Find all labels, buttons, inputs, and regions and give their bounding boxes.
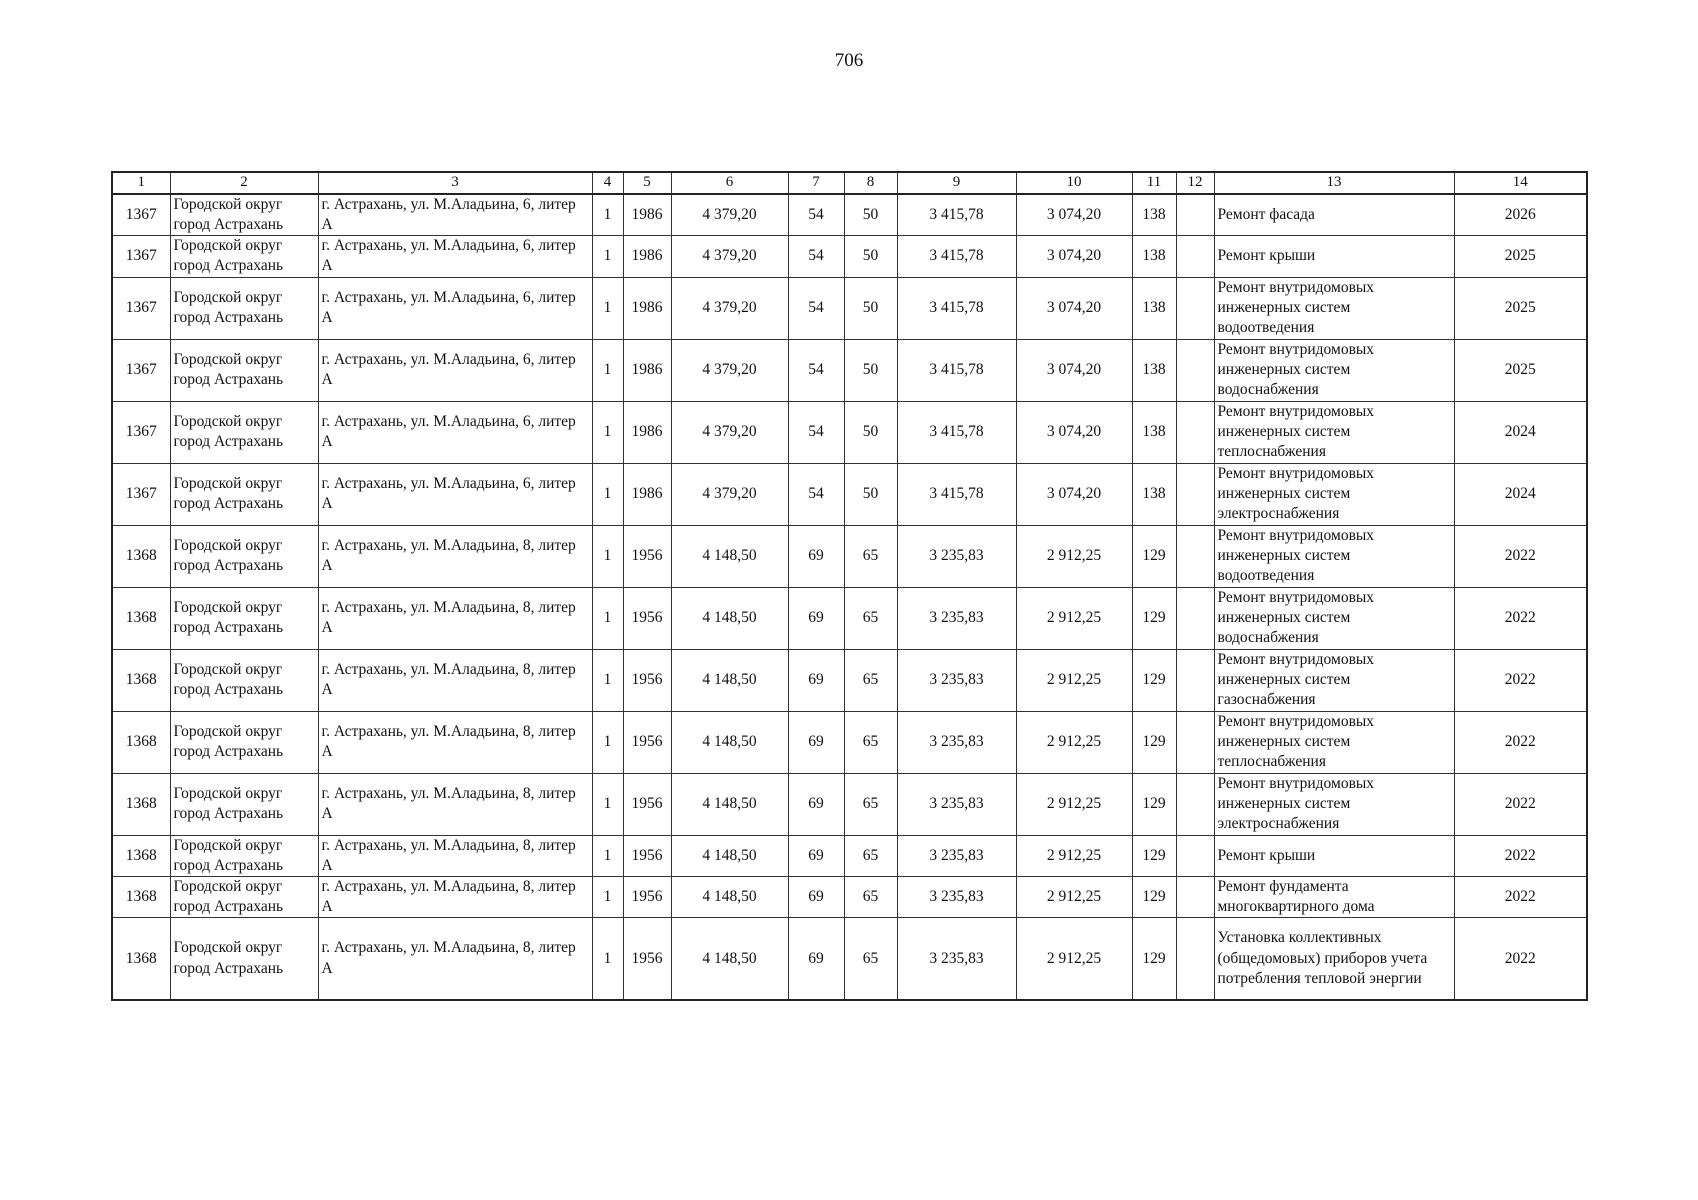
cell-col-6: 4 148,50 <box>671 525 788 587</box>
column-header: 6 <box>671 172 788 194</box>
cell-col-9: 3 235,83 <box>897 649 1016 711</box>
cell-col-10: 3 074,20 <box>1016 401 1132 463</box>
column-header: 7 <box>788 172 844 194</box>
cell-planned-year: 2022 <box>1454 835 1587 876</box>
cell-col-11: 138 <box>1132 463 1176 525</box>
cell-col-10: 2 912,25 <box>1016 711 1132 773</box>
cell-col-6: 4 148,50 <box>671 918 788 1001</box>
cell-col-10: 2 912,25 <box>1016 773 1132 835</box>
cell-record-number: 1368 <box>112 711 170 773</box>
cell-col-10: 3 074,20 <box>1016 277 1132 339</box>
cell-planned-year: 2025 <box>1454 236 1587 277</box>
cell-col-6: 4 379,20 <box>671 194 788 236</box>
cell-col-4: 1 <box>592 339 623 401</box>
cell-work-type: Ремонт крыши <box>1214 236 1454 277</box>
cell-work-type: Ремонт внутридомовых инженерных систем водоснабжения <box>1214 587 1454 649</box>
column-header: 13 <box>1214 172 1454 194</box>
cell-col-7: 54 <box>788 339 844 401</box>
cell-col-10: 3 074,20 <box>1016 339 1132 401</box>
cell-planned-year: 2022 <box>1454 918 1587 1001</box>
cell-col-6: 4 148,50 <box>671 773 788 835</box>
cell-col-9: 3 235,83 <box>897 918 1016 1001</box>
cell-col-4: 1 <box>592 277 623 339</box>
cell-col-7: 54 <box>788 194 844 236</box>
cell-municipality: Городской округ город Астрахань <box>170 401 318 463</box>
cell-col-12 <box>1176 194 1214 236</box>
cell-col-11: 129 <box>1132 773 1176 835</box>
cell-col-10: 3 074,20 <box>1016 463 1132 525</box>
cell-col-12 <box>1176 401 1214 463</box>
table-body <box>112 194 1587 1000</box>
cell-record-number: 1368 <box>112 835 170 876</box>
cell-col-11: 129 <box>1132 876 1176 917</box>
cell-address: г. Астрахань, ул. М.Аладьина, 6, литер А <box>318 236 592 277</box>
cell-col-11: 129 <box>1132 649 1176 711</box>
cell-col-8: 65 <box>844 835 897 876</box>
cell-record-number: 1367 <box>112 277 170 339</box>
cell-col-11: 129 <box>1132 587 1176 649</box>
column-header: 1 <box>112 172 170 194</box>
table-row <box>112 835 1587 876</box>
cell-address: г. Астрахань, ул. М.Аладьина, 6, литер А <box>318 339 592 401</box>
cell-col-10: 2 912,25 <box>1016 649 1132 711</box>
cell-municipality: Городской округ город Астрахань <box>170 649 318 711</box>
cell-col-9: 3 235,83 <box>897 773 1016 835</box>
cell-work-type: Ремонт внутридомовых инженерных систем водоотведения <box>1214 525 1454 587</box>
cell-col-8: 65 <box>844 649 897 711</box>
cell-col-9: 3 415,78 <box>897 277 1016 339</box>
cell-col-7: 69 <box>788 525 844 587</box>
cell-col-8: 65 <box>844 711 897 773</box>
cell-address: г. Астрахань, ул. М.Аладьина, 8, литер А <box>318 587 592 649</box>
cell-record-number: 1368 <box>112 876 170 917</box>
cell-year: 1986 <box>623 194 671 236</box>
cell-col-10: 3 074,20 <box>1016 194 1132 236</box>
cell-col-12 <box>1176 876 1214 917</box>
cell-record-number: 1367 <box>112 401 170 463</box>
cell-col-7: 69 <box>788 835 844 876</box>
cell-work-type: Ремонт внутридомовых инженерных систем водоотведения <box>1214 277 1454 339</box>
cell-planned-year: 2022 <box>1454 773 1587 835</box>
cell-col-9: 3 415,78 <box>897 236 1016 277</box>
column-header: 14 <box>1454 172 1587 194</box>
cell-col-4: 1 <box>592 525 623 587</box>
cell-record-number: 1368 <box>112 649 170 711</box>
cell-planned-year: 2026 <box>1454 194 1587 236</box>
cell-address: г. Астрахань, ул. М.Аладьина, 8, литер А <box>318 711 592 773</box>
cell-col-12 <box>1176 525 1214 587</box>
cell-record-number: 1368 <box>112 525 170 587</box>
cell-address: г. Астрахань, ул. М.Аладьина, 8, литер А <box>318 835 592 876</box>
cell-year: 1956 <box>623 587 671 649</box>
cell-col-7: 69 <box>788 876 844 917</box>
cell-municipality: Городской округ город Астрахань <box>170 773 318 835</box>
cell-col-12 <box>1176 339 1214 401</box>
table-row <box>112 711 1587 773</box>
cell-municipality: Городской округ город Астрахань <box>170 587 318 649</box>
cell-work-type: Ремонт крыши <box>1214 835 1454 876</box>
cell-planned-year: 2025 <box>1454 339 1587 401</box>
cell-col-7: 69 <box>788 587 844 649</box>
cell-record-number: 1367 <box>112 236 170 277</box>
cell-col-4: 1 <box>592 711 623 773</box>
cell-col-9: 3 235,83 <box>897 525 1016 587</box>
cell-municipality: Городской округ город Астрахань <box>170 835 318 876</box>
cell-address: г. Астрахань, ул. М.Аладьина, 6, литер А <box>318 194 592 236</box>
cell-municipality: Городской округ город Астрахань <box>170 236 318 277</box>
cell-col-10: 2 912,25 <box>1016 587 1132 649</box>
cell-col-6: 4 148,50 <box>671 835 788 876</box>
cell-municipality: Городской округ город Астрахань <box>170 876 318 917</box>
cell-planned-year: 2022 <box>1454 525 1587 587</box>
column-header: 11 <box>1132 172 1176 194</box>
cell-col-8: 50 <box>844 401 897 463</box>
capital-repair-table <box>111 171 1588 1001</box>
cell-col-7: 69 <box>788 918 844 1001</box>
table-row <box>112 587 1587 649</box>
cell-col-9: 3 235,83 <box>897 711 1016 773</box>
cell-col-9: 3 415,78 <box>897 401 1016 463</box>
cell-col-11: 138 <box>1132 194 1176 236</box>
column-header: 12 <box>1176 172 1214 194</box>
cell-col-8: 50 <box>844 277 897 339</box>
cell-col-10: 2 912,25 <box>1016 525 1132 587</box>
column-header: 2 <box>170 172 318 194</box>
cell-year: 1986 <box>623 277 671 339</box>
cell-record-number: 1368 <box>112 918 170 1001</box>
cell-col-7: 69 <box>788 773 844 835</box>
cell-municipality: Городской округ город Астрахань <box>170 525 318 587</box>
cell-col-8: 65 <box>844 773 897 835</box>
cell-col-8: 50 <box>844 463 897 525</box>
cell-col-12 <box>1176 649 1214 711</box>
cell-municipality: Городской округ город Астрахань <box>170 194 318 236</box>
table-row <box>112 401 1587 463</box>
cell-work-type: Ремонт внутридомовых инженерных систем теплоснабжения <box>1214 401 1454 463</box>
cell-year: 1986 <box>623 463 671 525</box>
cell-col-6: 4 148,50 <box>671 711 788 773</box>
cell-year: 1956 <box>623 835 671 876</box>
table-row <box>112 876 1587 917</box>
table-row <box>112 918 1587 1001</box>
cell-col-4: 1 <box>592 401 623 463</box>
cell-work-type: Ремонт внутридомовых инженерных систем теплоснабжения <box>1214 711 1454 773</box>
cell-year: 1956 <box>623 918 671 1001</box>
cell-work-type: Ремонт внутридомовых инженерных систем водоснабжения <box>1214 339 1454 401</box>
column-header: 5 <box>623 172 671 194</box>
cell-planned-year: 2022 <box>1454 711 1587 773</box>
cell-col-4: 1 <box>592 876 623 917</box>
cell-record-number: 1368 <box>112 773 170 835</box>
cell-col-7: 69 <box>788 711 844 773</box>
column-header: 10 <box>1016 172 1132 194</box>
cell-address: г. Астрахань, ул. М.Аладьина, 8, литер А <box>318 773 592 835</box>
cell-col-6: 4 379,20 <box>671 277 788 339</box>
cell-col-8: 50 <box>844 236 897 277</box>
cell-col-9: 3 235,83 <box>897 587 1016 649</box>
cell-col-12 <box>1176 835 1214 876</box>
cell-address: г. Астрахань, ул. М.Аладьина, 8, литер А <box>318 649 592 711</box>
cell-col-9: 3 235,83 <box>897 835 1016 876</box>
cell-municipality: Городской округ город Астрахань <box>170 277 318 339</box>
column-header: 9 <box>897 172 1016 194</box>
cell-col-7: 54 <box>788 277 844 339</box>
cell-planned-year: 2022 <box>1454 587 1587 649</box>
cell-col-6: 4 148,50 <box>671 876 788 917</box>
table-row <box>112 649 1587 711</box>
column-header: 3 <box>318 172 592 194</box>
cell-municipality: Городской округ город Астрахань <box>170 918 318 1001</box>
cell-year: 1956 <box>623 649 671 711</box>
cell-col-11: 138 <box>1132 277 1176 339</box>
cell-work-type: Ремонт фундамента многоквартирного дома <box>1214 876 1454 917</box>
cell-col-12 <box>1176 773 1214 835</box>
cell-col-8: 65 <box>844 587 897 649</box>
cell-col-12 <box>1176 918 1214 1001</box>
cell-col-12 <box>1176 277 1214 339</box>
cell-col-4: 1 <box>592 236 623 277</box>
cell-col-6: 4 379,20 <box>671 236 788 277</box>
cell-address: г. Астрахань, ул. М.Аладьина, 6, литер А <box>318 277 592 339</box>
table-row <box>112 236 1587 277</box>
cell-col-9: 3 415,78 <box>897 339 1016 401</box>
cell-col-11: 138 <box>1132 236 1176 277</box>
cell-record-number: 1367 <box>112 339 170 401</box>
table-row <box>112 277 1587 339</box>
cell-year: 1986 <box>623 236 671 277</box>
cell-work-type: Ремонт внутридомовых инженерных систем электроснабжения <box>1214 463 1454 525</box>
cell-col-4: 1 <box>592 649 623 711</box>
cell-col-9: 3 235,83 <box>897 876 1016 917</box>
cell-col-10: 3 074,20 <box>1016 236 1132 277</box>
table-row <box>112 339 1587 401</box>
cell-municipality: Городской округ город Астрахань <box>170 711 318 773</box>
cell-work-type: Установка коллективных (общедомовых) приборов учета потребления тепловой энергии <box>1214 918 1454 1001</box>
cell-year: 1956 <box>623 876 671 917</box>
cell-col-9: 3 415,78 <box>897 194 1016 236</box>
column-number-row <box>112 172 1587 194</box>
cell-address: г. Астрахань, ул. М.Аладьина, 6, литер А <box>318 401 592 463</box>
cell-col-11: 129 <box>1132 525 1176 587</box>
cell-col-6: 4 148,50 <box>671 649 788 711</box>
cell-col-12 <box>1176 236 1214 277</box>
column-header: 8 <box>844 172 897 194</box>
cell-address: г. Астрахань, ул. М.Аладьина, 6, литер А <box>318 463 592 525</box>
cell-col-7: 54 <box>788 236 844 277</box>
cell-col-6: 4 379,20 <box>671 339 788 401</box>
cell-record-number: 1368 <box>112 587 170 649</box>
cell-address: г. Астрахань, ул. М.Аладьина, 8, литер А <box>318 525 592 587</box>
cell-col-6: 4 379,20 <box>671 463 788 525</box>
cell-col-10: 2 912,25 <box>1016 876 1132 917</box>
cell-col-11: 129 <box>1132 711 1176 773</box>
cell-record-number: 1367 <box>112 463 170 525</box>
cell-col-12 <box>1176 711 1214 773</box>
cell-col-9: 3 415,78 <box>897 463 1016 525</box>
cell-municipality: Городской округ город Астрахань <box>170 463 318 525</box>
cell-work-type: Ремонт внутридомовых инженерных систем газоснабжения <box>1214 649 1454 711</box>
cell-col-4: 1 <box>592 463 623 525</box>
table-row <box>112 463 1587 525</box>
cell-planned-year: 2024 <box>1454 463 1587 525</box>
cell-address: г. Астрахань, ул. М.Аладьина, 8, литер А <box>318 918 592 1001</box>
cell-record-number: 1367 <box>112 194 170 236</box>
cell-planned-year: 2022 <box>1454 649 1587 711</box>
cell-col-4: 1 <box>592 918 623 1001</box>
cell-col-4: 1 <box>592 587 623 649</box>
table-row <box>112 194 1587 236</box>
cell-work-type: Ремонт внутридомовых инженерных систем электроснабжения <box>1214 773 1454 835</box>
cell-col-4: 1 <box>592 773 623 835</box>
cell-col-7: 54 <box>788 401 844 463</box>
cell-work-type: Ремонт фасада <box>1214 194 1454 236</box>
cell-col-12 <box>1176 587 1214 649</box>
cell-planned-year: 2025 <box>1454 277 1587 339</box>
cell-year: 1956 <box>623 773 671 835</box>
cell-col-11: 129 <box>1132 918 1176 1001</box>
cell-col-8: 50 <box>844 339 897 401</box>
cell-col-10: 2 912,25 <box>1016 835 1132 876</box>
cell-col-6: 4 379,20 <box>671 401 788 463</box>
cell-col-11: 138 <box>1132 401 1176 463</box>
cell-year: 1956 <box>623 525 671 587</box>
cell-address: г. Астрахань, ул. М.Аладьина, 8, литер А <box>318 876 592 917</box>
cell-year: 1956 <box>623 711 671 773</box>
cell-year: 1986 <box>623 401 671 463</box>
cell-planned-year: 2024 <box>1454 401 1587 463</box>
cell-col-8: 65 <box>844 918 897 1001</box>
column-header: 4 <box>592 172 623 194</box>
cell-col-8: 50 <box>844 194 897 236</box>
cell-col-10: 2 912,25 <box>1016 918 1132 1001</box>
cell-col-8: 65 <box>844 876 897 917</box>
cell-col-6: 4 148,50 <box>671 587 788 649</box>
cell-col-4: 1 <box>592 835 623 876</box>
cell-col-7: 69 <box>788 649 844 711</box>
page-number: 706 <box>834 50 864 71</box>
table-row <box>112 525 1587 587</box>
table-row <box>112 773 1587 835</box>
cell-col-8: 65 <box>844 525 897 587</box>
cell-col-12 <box>1176 463 1214 525</box>
cell-planned-year: 2022 <box>1454 876 1587 917</box>
cell-col-4: 1 <box>592 194 623 236</box>
cell-col-11: 138 <box>1132 339 1176 401</box>
cell-col-11: 129 <box>1132 835 1176 876</box>
cell-col-7: 54 <box>788 463 844 525</box>
cell-municipality: Городской округ город Астрахань <box>170 339 318 401</box>
cell-year: 1986 <box>623 339 671 401</box>
